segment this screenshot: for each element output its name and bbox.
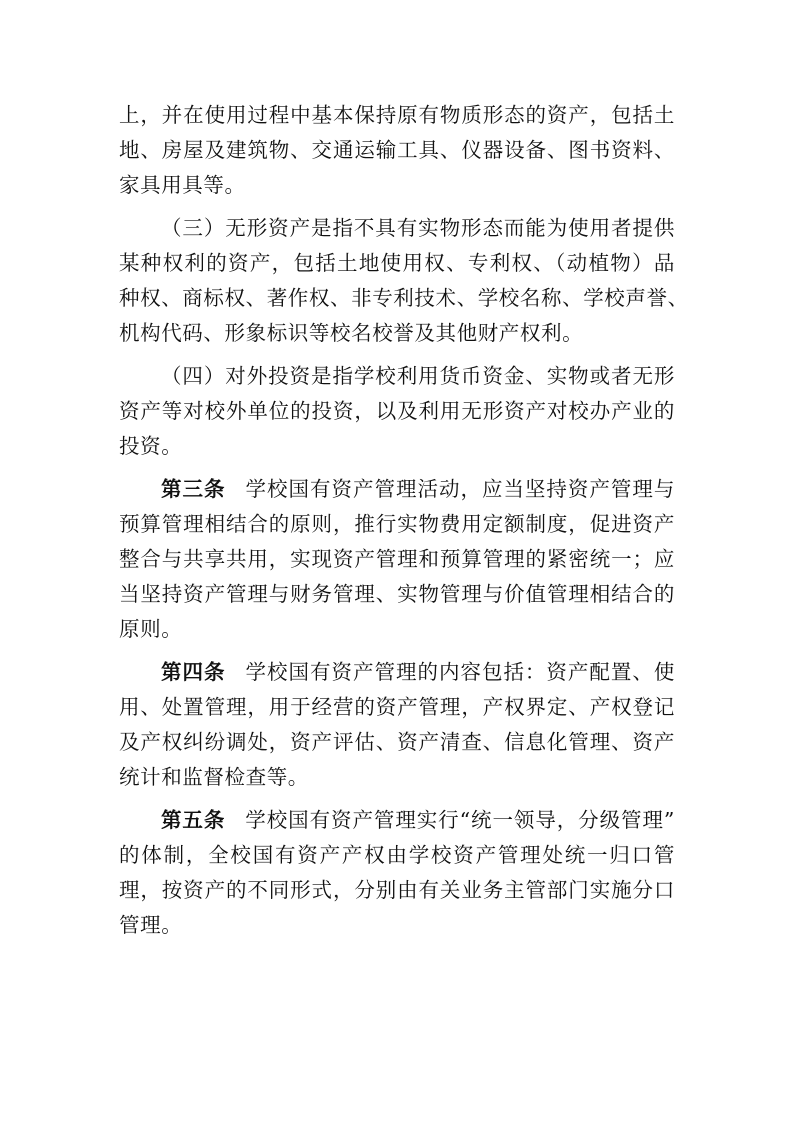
text-line: 机构代码、形象标识等校名校誉及其他财产权利。	[119, 321, 584, 345]
text-line: 地、房屋及建筑物、交通运输工具、仪器设备、图书资料、	[119, 138, 675, 162]
text-line	[119, 808, 675, 832]
text-line: 预算管理相结合的原则，推行实物费用定额制度，促进资产	[119, 512, 675, 536]
text-line	[119, 477, 675, 501]
text-line: 统计和监督检查等。	[119, 765, 309, 789]
text-line: （三）无形资产是指不具有实物形态而能为使用者提供	[161, 216, 675, 240]
article-text: 学校国有资产管理的内容包括：资产配置、使	[245, 660, 676, 684]
text-line: 用、处置管理，用于经营的资产管理，产权界定、产权登记	[119, 695, 675, 719]
document-body	[119, 98, 689, 943]
paragraph-fixed-assets-continued	[119, 98, 675, 203]
text-line: 当坚持资产管理与财务管理、实物管理与价值管理相结合的	[119, 582, 675, 606]
article-label: 第四条	[161, 660, 226, 684]
article-3	[119, 472, 675, 647]
article-label: 第五条	[161, 808, 226, 832]
text-line: 整合与共享共用，实现资产管理和预算管理的紧密统一；应	[119, 547, 675, 571]
text-line: 及产权纠纷调处，资产评估、资产清查、信息化管理、资产	[119, 730, 675, 754]
article-4	[119, 655, 675, 795]
article-label: 第三条	[161, 477, 226, 501]
text-line: 投资。	[119, 434, 183, 458]
article-text: 学校国有资产管理实行“统一领导，分级管理”	[245, 808, 675, 832]
text-line: 的体制，全校国有资产产权由学校资产管理处统一归口管	[119, 843, 675, 867]
article-text: 学校国有资产管理活动，应当坚持资产管理与	[245, 477, 676, 501]
text-line: 资产等对校外单位的投资，以及利用无形资产对校办产业的	[119, 399, 675, 423]
paragraph-external-investment	[119, 359, 675, 464]
paragraph-intangible-assets	[119, 211, 689, 351]
text-line: 原则。	[119, 617, 183, 641]
text-line: 上，并在使用过程中基本保持原有物质形态的资产，包括土	[119, 103, 675, 127]
text-line: （四）对外投资是指学校利用货币资金、实物或者无形	[161, 364, 675, 388]
text-line: 家具用具等。	[119, 173, 246, 197]
text-line: 种权、商标权、著作权、非专利技术、学校名称、学校声誉、	[119, 286, 689, 310]
text-line: 理，按资产的不同形式，分别由有关业务主管部门实施分口	[119, 878, 675, 902]
text-line: 某种权利的资产，包括土地使用权、专利权、（动植物）品	[119, 251, 675, 275]
text-line: 管理。	[119, 913, 183, 937]
article-5	[119, 803, 675, 943]
text-line	[119, 660, 675, 684]
